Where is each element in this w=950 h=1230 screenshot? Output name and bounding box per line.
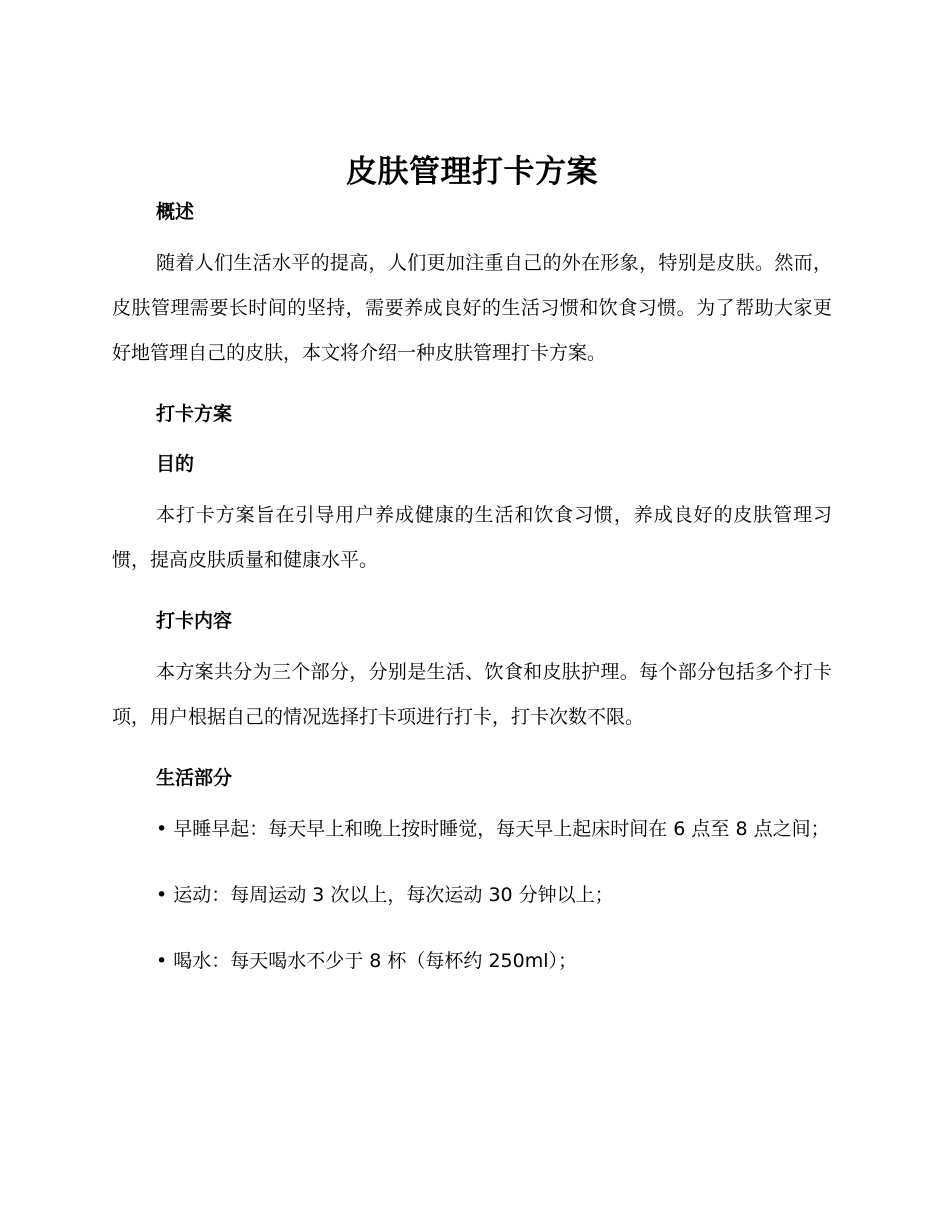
purpose-paragraph: 本打卡方案旨在引导用户养成健康的生活和饮食习惯，养成良好的皮肤管理习惯，提高皮肤质量和健康水平。: [112, 504, 832, 571]
plan-heading: 打卡方案: [156, 403, 233, 425]
overview-paragraph: 随着人们生活水平的提高，人们更加注重自己的外在形象，特别是皮肤。然而，皮肤管理需要长时间的坚持，需要养成良好的生活习惯和饮食习惯。为了帮助大家更好地管理自己的皮肤，本文将介绍一种皮肤管理打卡方案。: [112, 252, 832, 364]
overview-heading: 概述: [156, 201, 195, 223]
document-title: 皮肤管理打卡方案: [346, 154, 598, 190]
list-item-water: • 喝水：每天喝水不少于 8 杯（每杯约 250ml）；: [156, 950, 578, 972]
content-heading: 打卡内容: [156, 610, 233, 632]
list-item-early-sleep: • 早睡早起：每天早上和晚上按时睡觉，每天早上起床时间在 6 点至 8 点之间；: [156, 818, 830, 840]
life-heading: 生活部分: [156, 767, 233, 789]
purpose-heading: 目的: [156, 453, 195, 475]
document-page: [112, 150, 832, 984]
content-paragraph: 本方案共分为三个部分，分别是生活、饮食和皮肤护理。每个部分包括多个打卡项，用户根据自己的情况选择打卡项进行打卡，打卡次数不限。: [112, 661, 832, 728]
list-item-exercise: • 运动：每周运动 3 次以上，每次运动 30 分钟以上；: [156, 884, 614, 906]
